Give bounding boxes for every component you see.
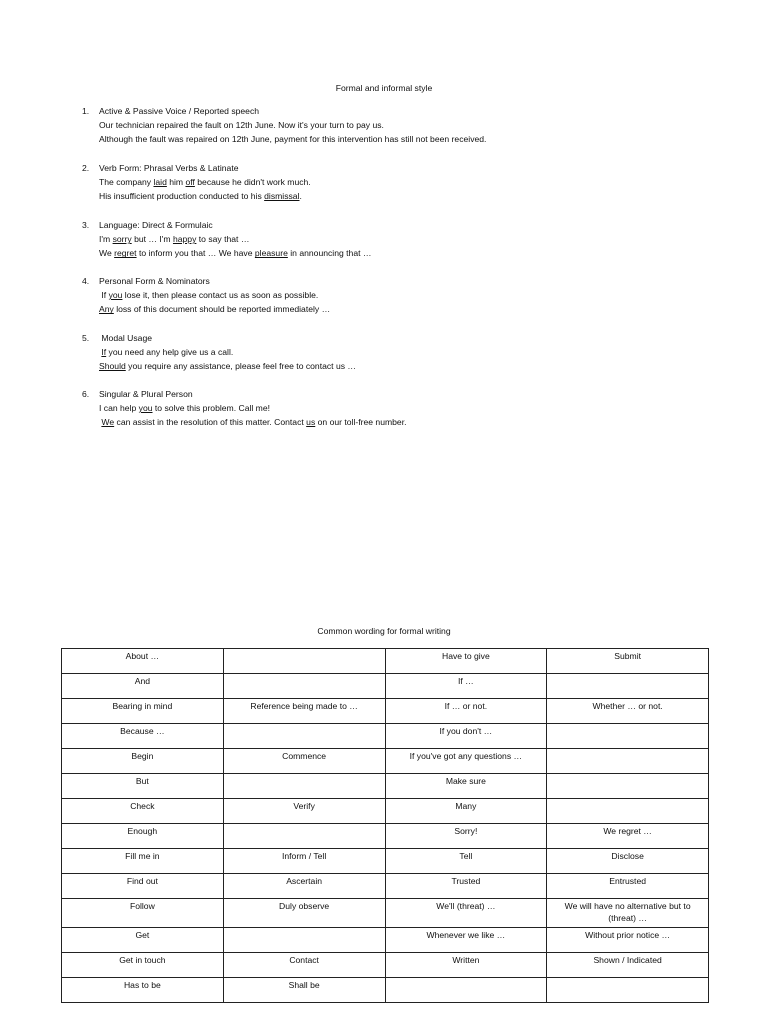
underlined-word: regret [114, 248, 137, 259]
section-number: 1. [82, 106, 90, 116]
underlined-word: Any [99, 304, 114, 315]
table-row [62, 874, 709, 899]
table-cell [223, 724, 385, 749]
table-cell: Many [385, 799, 547, 824]
sentence-fragment: in announcing that … [287, 248, 372, 259]
document-title: Formal and informal style [335, 83, 433, 93]
sentence-fragment: to solve this problem. Call me! [152, 403, 271, 414]
table-cell [547, 799, 709, 824]
table-cell: We'll (threat) … [385, 899, 547, 928]
table-cell: Entrusted [547, 874, 709, 899]
table-cell: Whether … or not. [547, 699, 709, 724]
table-cell: Check [62, 799, 224, 824]
example-sentence [82, 302, 702, 316]
table-cell: Reference being made to … [223, 699, 385, 724]
table-cell: Follow [62, 899, 224, 928]
table-row [62, 953, 709, 978]
section-number: 5. [82, 333, 90, 343]
section-number: 2. [82, 163, 90, 173]
table-row [62, 899, 709, 928]
section-heading [82, 104, 702, 118]
sentence-fragment: Although the fault was repaired on 12th June, payment for this intervention has still not been received. [99, 134, 487, 145]
table-cell: Duly observe [223, 899, 385, 928]
table-cell [223, 928, 385, 953]
table-cell: Submit [547, 649, 709, 674]
table-row [62, 928, 709, 953]
table-cell: Has to be [62, 978, 224, 1003]
underlined-word: Should [99, 361, 126, 372]
sentence-fragment: to say that … [196, 234, 250, 245]
underlined-word: us [306, 417, 316, 428]
table-cell: But [62, 774, 224, 799]
underlined-word: dismissal [264, 191, 300, 202]
sentence-fragment: on our toll-free number. [315, 417, 407, 428]
sentence-fragment: because he didn't work much. [194, 177, 311, 188]
underlined-word: sorry [112, 234, 132, 245]
table-row [62, 978, 709, 1003]
table-cell: Whenever we like … [385, 928, 547, 953]
sentence-fragment: His insufficient production conducted to his [99, 191, 265, 202]
table-cell: Without prior notice … [547, 928, 709, 953]
table-row [62, 774, 709, 799]
section-6 [82, 387, 702, 430]
table-cell: Get in touch [62, 953, 224, 978]
underlined-word: you [108, 290, 123, 301]
example-sentence [82, 288, 702, 302]
table-cell [547, 978, 709, 1003]
sentence-fragment: The company [99, 177, 154, 188]
example-sentence [82, 118, 702, 132]
example-sentence [82, 415, 702, 429]
sentence-fragment: to inform you that … We have [136, 248, 255, 259]
table-cell: Sorry! [385, 824, 547, 849]
table-cell: Inform / Tell [223, 849, 385, 874]
example-sentence [82, 345, 702, 359]
table-cell [385, 978, 547, 1003]
table-cell: Because … [62, 724, 224, 749]
sentence-fragment: We [99, 248, 115, 259]
sentence-fragment: you need any help give us a call. [106, 347, 234, 358]
example-sentence [82, 359, 702, 373]
table-cell: Ascertain [223, 874, 385, 899]
table-cell: Shall be [223, 978, 385, 1003]
underlined-word: We [101, 417, 115, 428]
table-row [62, 824, 709, 849]
section-heading-text: Verb Form: Phrasal Verbs & Latinate [99, 163, 239, 173]
table-cell: If you've got any questions … [385, 749, 547, 774]
table-cell: Fill me in [62, 849, 224, 874]
example-sentence [82, 132, 702, 146]
table-cell: Commence [223, 749, 385, 774]
section-heading [82, 161, 702, 175]
underlined-word: laid [153, 177, 167, 188]
section-heading-text: Language: Direct & Formulaic [99, 220, 213, 230]
table-cell [547, 724, 709, 749]
sentence-fragment: Our technician repaired the fault on 12th June. Now it's your turn to pay us. [99, 120, 384, 131]
section-1 [82, 104, 702, 147]
sentence-fragment: I'm [99, 234, 113, 245]
section-heading [82, 331, 702, 345]
table-cell [547, 749, 709, 774]
section-5 [82, 331, 702, 374]
table-cell: Disclose [547, 849, 709, 874]
table-row [62, 699, 709, 724]
sentence-fragment: If [99, 290, 109, 301]
table-cell: Have to give [385, 649, 547, 674]
table-cell: Shown / Indicated [547, 953, 709, 978]
sentence-fragment: . [299, 191, 302, 202]
table-cell [223, 824, 385, 849]
section-heading-text: Modal Usage [99, 333, 153, 343]
table-cell: We regret … [547, 824, 709, 849]
table-title: Common wording for formal writing [317, 626, 451, 636]
table-cell: About … [62, 649, 224, 674]
example-sentence [82, 232, 702, 246]
table-cell [223, 674, 385, 699]
table-row [62, 799, 709, 824]
table-cell [223, 774, 385, 799]
example-sentence [82, 175, 702, 189]
sentence-fragment: can assist in the resolution of this matter. Contact [114, 417, 307, 428]
table-cell: Bearing in mind [62, 699, 224, 724]
underlined-word: happy [172, 234, 197, 245]
example-sentence [82, 246, 702, 260]
table-cell: Written [385, 953, 547, 978]
section-number: 6. [82, 389, 90, 399]
underlined-word: off [185, 177, 195, 188]
table-row [62, 724, 709, 749]
table-row [62, 649, 709, 674]
table-cell: If you don't … [385, 724, 547, 749]
example-sentence [82, 189, 702, 203]
section-number: 4. [82, 276, 90, 286]
sentence-fragment: you require any assistance, please feel free to contact us … [125, 361, 357, 372]
table-cell: If … or not. [385, 699, 547, 724]
section-4 [82, 274, 702, 317]
example-sentence [82, 401, 702, 415]
section-heading [82, 274, 702, 288]
table-cell: We will have no alternative but to (threat) … [547, 899, 709, 928]
section-heading-text: Personal Form & Nominators [99, 276, 210, 286]
table-cell: Find out [62, 874, 224, 899]
section-heading [82, 387, 702, 401]
table-row [62, 749, 709, 774]
table-cell: Get [62, 928, 224, 953]
sentence-fragment: loss of this document should be reported immediately … [113, 304, 331, 315]
sentence-fragment: lose it, then please contact us as soon as possible. [122, 290, 319, 301]
table-cell: Tell [385, 849, 547, 874]
sentence-fragment: I can help [99, 403, 139, 414]
underlined-word: If [101, 347, 107, 358]
underlined-word: you [138, 403, 153, 414]
section-2 [82, 161, 702, 204]
section-heading-text: Singular & Plural Person [99, 389, 193, 399]
table-cell [223, 649, 385, 674]
table-row [62, 849, 709, 874]
table-cell: If … [385, 674, 547, 699]
section-number: 3. [82, 220, 90, 230]
section-heading [82, 218, 702, 232]
table-cell: Make sure [385, 774, 547, 799]
table-cell: Enough [62, 824, 224, 849]
table-cell: And [62, 674, 224, 699]
table-row [62, 674, 709, 699]
table-cell: Begin [62, 749, 224, 774]
table-cell: Trusted [385, 874, 547, 899]
table-cell [547, 774, 709, 799]
formal-wording-table [61, 648, 709, 1003]
section-3 [82, 218, 702, 261]
underlined-word: pleasure [254, 248, 288, 259]
table-cell [547, 674, 709, 699]
section-heading-text: Active & Passive Voice / Reported speech [99, 106, 260, 116]
table-cell: Verify [223, 799, 385, 824]
table-cell: Contact [223, 953, 385, 978]
sentence-fragment: but … I'm [131, 234, 173, 245]
sentence-fragment: him [166, 177, 186, 188]
